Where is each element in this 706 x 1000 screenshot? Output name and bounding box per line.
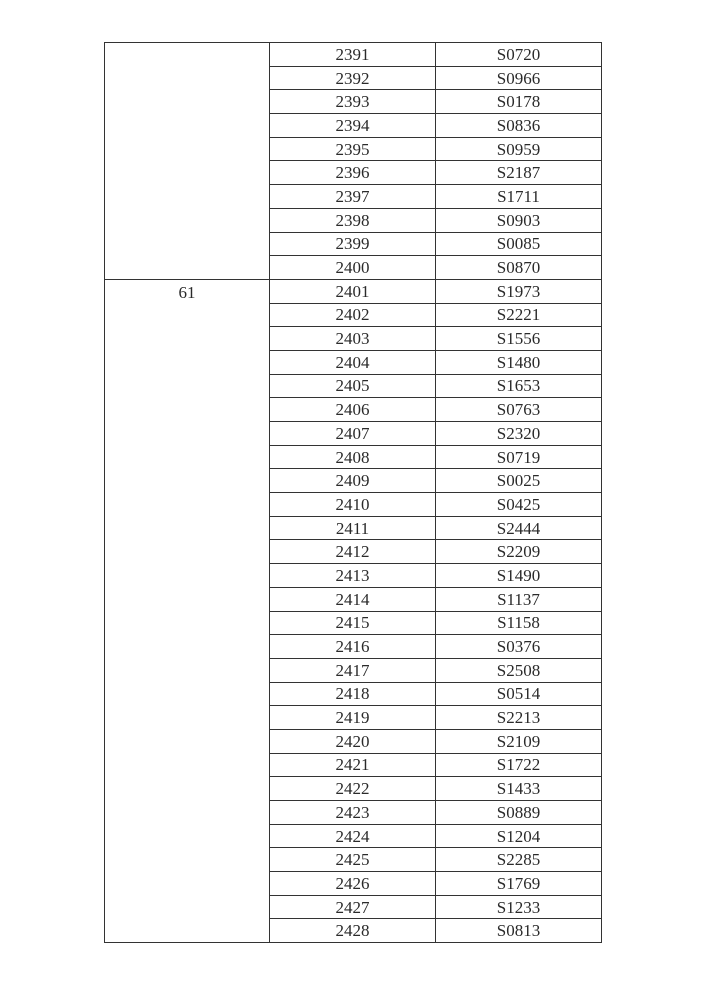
number-cell: 2407 <box>270 422 436 446</box>
number-cell: 2406 <box>270 398 436 422</box>
number-cell: 2404 <box>270 350 436 374</box>
code-cell: S0514 <box>436 682 602 706</box>
code-cell: S2320 <box>436 422 602 446</box>
code-cell: S0966 <box>436 66 602 90</box>
number-cell: 2426 <box>270 872 436 896</box>
number-cell: 2401 <box>270 279 436 303</box>
number-cell: 2395 <box>270 137 436 161</box>
code-cell: S2285 <box>436 848 602 872</box>
number-cell: 2403 <box>270 327 436 351</box>
code-cell: S1769 <box>436 872 602 896</box>
table-body <box>105 43 602 943</box>
code-cell: S0889 <box>436 801 602 825</box>
number-cell: 2427 <box>270 895 436 919</box>
number-cell: 2418 <box>270 682 436 706</box>
number-cell: 2396 <box>270 161 436 185</box>
code-cell: S0870 <box>436 256 602 280</box>
table-row <box>105 279 602 303</box>
code-cell: S0720 <box>436 43 602 67</box>
number-cell: 2394 <box>270 114 436 138</box>
code-cell: S1233 <box>436 895 602 919</box>
number-cell: 2392 <box>270 66 436 90</box>
code-cell: S1158 <box>436 611 602 635</box>
code-cell: S0763 <box>436 398 602 422</box>
number-cell: 2408 <box>270 445 436 469</box>
number-cell: 2428 <box>270 919 436 943</box>
number-cell: 2410 <box>270 493 436 517</box>
code-cell: S2109 <box>436 729 602 753</box>
table-row <box>105 43 602 67</box>
number-cell: 2393 <box>270 90 436 114</box>
code-cell: S1973 <box>436 279 602 303</box>
number-cell: 2424 <box>270 824 436 848</box>
code-cell: S1556 <box>436 327 602 351</box>
assignment-table <box>104 42 602 943</box>
number-cell: 2422 <box>270 777 436 801</box>
number-cell: 2409 <box>270 469 436 493</box>
code-cell: S2221 <box>436 303 602 327</box>
code-cell: S1204 <box>436 824 602 848</box>
code-cell: S2444 <box>436 516 602 540</box>
number-cell: 2400 <box>270 256 436 280</box>
number-cell: 2402 <box>270 303 436 327</box>
number-cell: 2420 <box>270 729 436 753</box>
number-cell: 2412 <box>270 540 436 564</box>
group-cell: 61 <box>105 279 270 942</box>
number-cell: 2411 <box>270 516 436 540</box>
code-cell: S0719 <box>436 445 602 469</box>
number-cell: 2414 <box>270 587 436 611</box>
number-cell: 2399 <box>270 232 436 256</box>
number-cell: 2416 <box>270 635 436 659</box>
code-cell: S2508 <box>436 658 602 682</box>
code-cell: S2213 <box>436 706 602 730</box>
code-cell: S1433 <box>436 777 602 801</box>
group-cell <box>105 43 270 280</box>
number-cell: 2419 <box>270 706 436 730</box>
number-cell: 2398 <box>270 208 436 232</box>
code-cell: S2209 <box>436 540 602 564</box>
code-cell: S1137 <box>436 587 602 611</box>
code-cell: S0903 <box>436 208 602 232</box>
code-cell: S1722 <box>436 753 602 777</box>
number-cell: 2413 <box>270 564 436 588</box>
code-cell: S0813 <box>436 919 602 943</box>
code-cell: S0376 <box>436 635 602 659</box>
code-cell: S0959 <box>436 137 602 161</box>
number-cell: 2415 <box>270 611 436 635</box>
code-cell: S1480 <box>436 350 602 374</box>
code-cell: S1490 <box>436 564 602 588</box>
number-cell: 2417 <box>270 658 436 682</box>
code-cell: S1711 <box>436 185 602 209</box>
code-cell: S1653 <box>436 374 602 398</box>
number-cell: 2397 <box>270 185 436 209</box>
number-cell: 2391 <box>270 43 436 67</box>
code-cell: S0085 <box>436 232 602 256</box>
code-cell: S2187 <box>436 161 602 185</box>
number-cell: 2405 <box>270 374 436 398</box>
code-cell: S0178 <box>436 90 602 114</box>
code-cell: S0836 <box>436 114 602 138</box>
number-cell: 2423 <box>270 801 436 825</box>
code-cell: S0025 <box>436 469 602 493</box>
code-cell: S0425 <box>436 493 602 517</box>
number-cell: 2421 <box>270 753 436 777</box>
number-cell: 2425 <box>270 848 436 872</box>
